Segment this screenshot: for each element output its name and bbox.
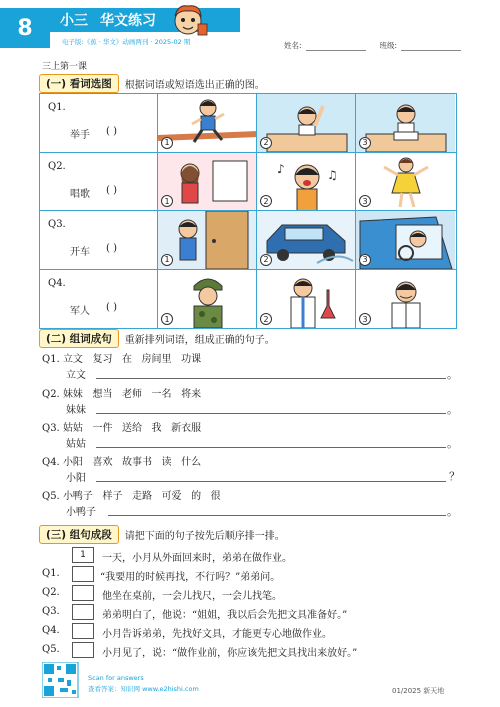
section2-heading xyxy=(39,329,275,348)
question-word: 唱歌 xyxy=(70,188,90,200)
reorder-prompt: Q2. 妹妹 想当 老师 一名 将来 xyxy=(42,389,202,400)
section3-tag: (三) 组句成段 xyxy=(39,525,119,544)
section2-tag: (二) 组词成句 xyxy=(39,329,119,348)
option-number: 2 xyxy=(260,313,272,325)
option-image[interactable] xyxy=(356,211,455,269)
mascot-boy-icon xyxy=(168,0,208,40)
answer-start: 小鸭子 xyxy=(66,507,96,518)
class-label: 班级: xyxy=(379,41,398,50)
reorder-prompt: Q3. 姑姑 一件 送给 我 新衣服 xyxy=(42,423,202,434)
option-image[interactable] xyxy=(257,94,356,152)
option-number: 2 xyxy=(260,137,272,149)
question-number: Q1. xyxy=(48,102,66,113)
option-number: 1 xyxy=(161,313,173,325)
page-header xyxy=(0,0,500,60)
sentence-text: 弟弟明白了，他说：“姐姐，我以后会先把文具准备好。” xyxy=(102,610,348,621)
option-image[interactable] xyxy=(158,211,257,269)
table-row xyxy=(40,153,456,212)
end-punct: 。 xyxy=(447,437,458,450)
answer-blank[interactable]: ( ) xyxy=(106,301,117,313)
question-number: Q4. xyxy=(48,277,66,289)
sentence-text: 他坐在桌前，一会儿找尺，一会儿找笔。 xyxy=(102,591,282,602)
option-number: 1 xyxy=(161,195,173,207)
name-class-line xyxy=(284,40,471,51)
answer-blank[interactable]: ( ) xyxy=(106,126,117,137)
order-box: 1 xyxy=(72,547,94,563)
order-box[interactable] xyxy=(72,604,94,620)
scan-label: Scan for answers xyxy=(88,674,144,682)
answer-line[interactable] xyxy=(96,413,446,414)
answer-start: 小阳 xyxy=(66,473,86,484)
lesson-title: 三上第一课 xyxy=(42,62,88,72)
question-number: Q1. xyxy=(42,568,60,579)
reorder-prompt: Q4. 小阳 喜欢 故事书 读 什么 xyxy=(42,457,202,468)
name-label: 姓名: xyxy=(284,41,302,50)
table-row xyxy=(40,270,456,329)
order-box[interactable] xyxy=(72,642,94,658)
option-image[interactable] xyxy=(257,270,356,329)
option-number: 1 xyxy=(161,137,173,149)
option-image[interactable] xyxy=(356,153,455,211)
page-number: 8 xyxy=(0,8,50,48)
end-punct: 。 xyxy=(447,368,458,381)
reorder-prompt: Q1. 立文 复习 在 房间里 功课 xyxy=(42,354,202,365)
answer-line[interactable] xyxy=(96,378,446,379)
name-blank[interactable] xyxy=(306,40,366,51)
question-number: Q4. xyxy=(42,625,60,636)
qr-code-icon[interactable] xyxy=(42,662,86,698)
answer-start: 姑姑 xyxy=(66,439,86,450)
question-cell xyxy=(40,153,158,211)
option-image[interactable] xyxy=(356,270,455,329)
svg-text:♪: ♪ xyxy=(277,161,285,176)
picture-table xyxy=(39,93,457,329)
option-number: 3 xyxy=(359,254,371,266)
title-bar xyxy=(50,8,240,32)
section3-desc: 请把下面的句子按先后顺序排一排。 xyxy=(124,531,285,542)
option-number: 2 xyxy=(260,254,272,266)
option-number: 3 xyxy=(359,137,371,149)
question-word: 开车 xyxy=(70,247,90,258)
section1-heading xyxy=(39,74,265,93)
question-cell xyxy=(40,211,158,269)
question-number: Q5. xyxy=(42,644,60,655)
class-blank[interactable] xyxy=(401,40,461,51)
section3-heading xyxy=(39,525,285,544)
option-number: 3 xyxy=(359,195,371,207)
title-name: 华文练习 xyxy=(100,13,156,29)
order-box[interactable] xyxy=(72,623,94,639)
issue-label: 01/2025 新天地 xyxy=(392,687,445,695)
sentence-text: 小月告诉弟弟，先找好文具，才能更专心地做作业。 xyxy=(102,629,332,640)
footer xyxy=(42,662,199,702)
question-word: 举手 xyxy=(70,130,90,141)
sentence-text: “我要用的时候再找，不行吗？”弟弟问。 xyxy=(100,572,281,583)
option-image[interactable] xyxy=(257,211,356,269)
answer-line[interactable] xyxy=(96,447,446,448)
option-image[interactable] xyxy=(158,153,257,211)
answer-blank[interactable]: ( ) xyxy=(106,184,117,196)
end-punct: 。 xyxy=(447,403,458,416)
order-box[interactable] xyxy=(72,566,94,582)
option-image[interactable] xyxy=(158,94,257,152)
question-number: Q2. xyxy=(42,587,60,598)
order-box[interactable] xyxy=(72,585,94,601)
reorder-prompt: Q5. 小鸭子 样子 走路 可爱 的 很 xyxy=(42,491,221,502)
option-image[interactable] xyxy=(356,94,455,152)
option-image[interactable] xyxy=(257,153,356,211)
end-punct: ？ xyxy=(449,470,460,483)
sentence-text: 小月见了，说：“做作业前，你应该先把文具找出来放好。” xyxy=(102,648,358,659)
end-punct: 。 xyxy=(447,505,458,518)
sentence-text: 一天，小月从外面回来时，弟弟在做作业。 xyxy=(102,553,292,564)
table-row xyxy=(40,211,456,270)
question-cell xyxy=(40,270,158,329)
edition-subline: 电子版:《蕉 · 华文》动画两刊 · 2025-02 期 xyxy=(62,38,191,46)
question-number: Q3. xyxy=(48,219,66,230)
section1-tag: (一) 看词选图 xyxy=(39,74,119,93)
option-number: 3 xyxy=(359,313,371,325)
answer-line[interactable] xyxy=(96,481,446,482)
question-word: 军人 xyxy=(70,305,90,317)
answers-link[interactable]: 查看答案：知识网 www.e2hishi.com xyxy=(88,685,199,693)
title-grade: 小三 xyxy=(60,13,88,29)
section1-desc: 根据词语或短语选出正确的图。 xyxy=(124,80,265,91)
option-image[interactable] xyxy=(158,270,257,329)
svg-text:♫: ♫ xyxy=(327,167,338,182)
table-row xyxy=(40,94,456,153)
question-number: Q3. xyxy=(42,606,60,617)
answer-blank[interactable]: ( ) xyxy=(106,243,117,254)
section2-desc: 重新排列词语，组成正确的句子。 xyxy=(124,335,275,346)
option-number: 2 xyxy=(260,195,272,207)
option-number: 1 xyxy=(161,254,173,266)
question-number: Q2. xyxy=(48,160,66,172)
answer-start: 立文 xyxy=(66,370,86,381)
answer-line[interactable] xyxy=(108,515,446,516)
question-cell xyxy=(40,94,158,152)
answer-start: 妹妹 xyxy=(66,405,86,416)
